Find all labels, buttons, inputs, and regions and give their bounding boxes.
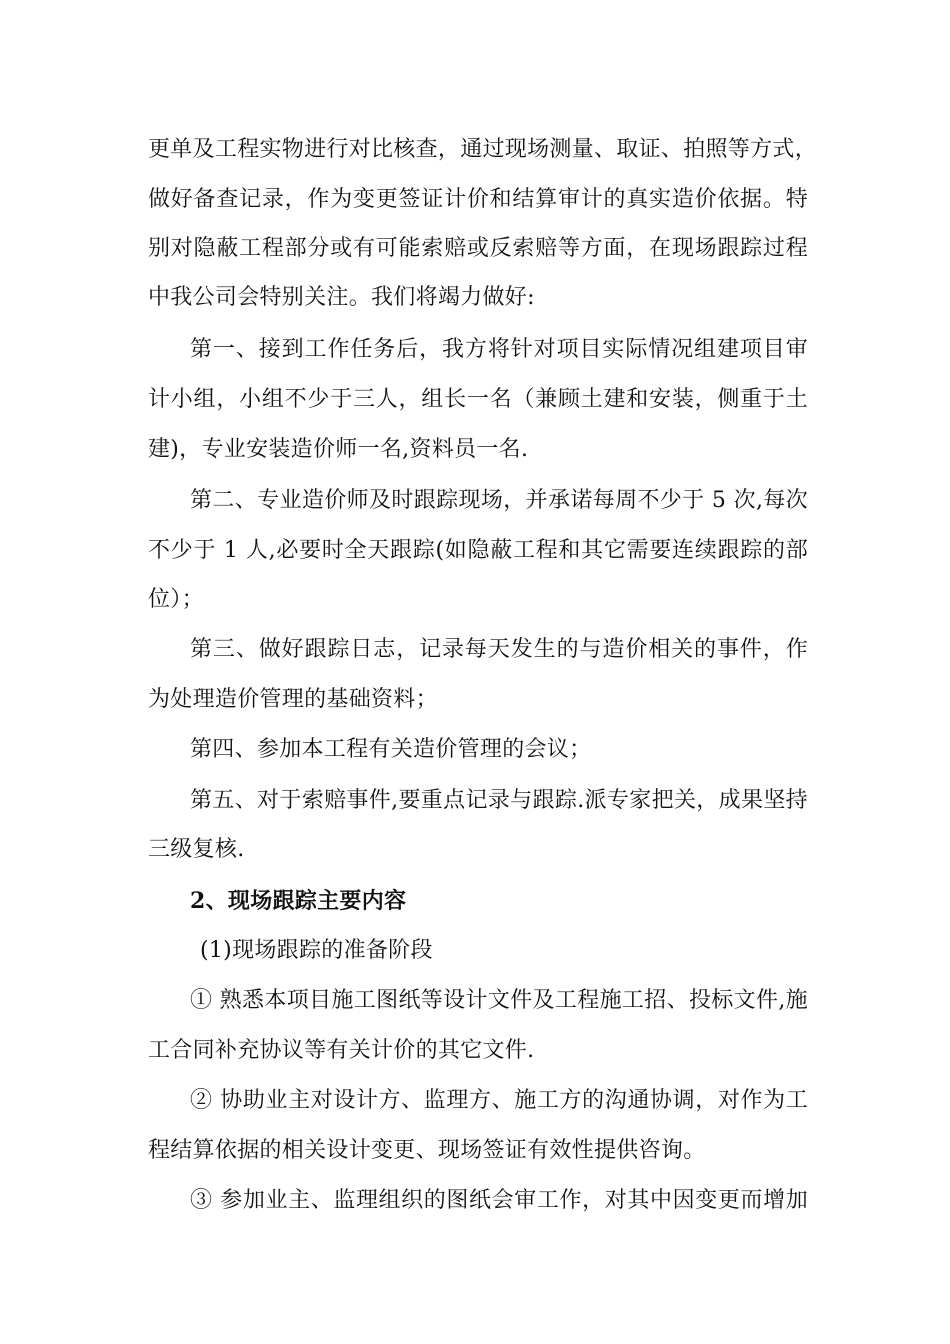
paragraph-line: 别对隐蔽工程部分或有可能索赔或反索赔等方面，在现场跟踪过程: [148, 236, 808, 261]
paragraph-line: 工合同补充协议等有关计价的其它文件.: [148, 1038, 535, 1063]
paragraph-line: 更单及工程实物进行对比核查，通过现场测量、取证、拍照等方式，: [148, 137, 818, 162]
paragraph-line: 计小组，小组不少于三人，组长一名（兼顾土建和安装，侧重于土: [148, 387, 808, 412]
subsection-heading: (1)现场跟踪的准备阶段: [200, 938, 433, 963]
paragraph-line: 第五、对于索赔事件,要重点记录与跟踪.派专家把关，成果坚持: [190, 788, 808, 813]
section-heading: 2、现场跟踪主要内容: [190, 888, 407, 914]
paragraph-line: 位）；: [148, 587, 204, 612]
paragraph-line: 建)，专业安装造价师一名,资料员一名.: [148, 437, 529, 462]
paragraph-line: 为处理造价管理的基础资料；: [148, 687, 438, 712]
paragraph-line: 做好备查记录，作为变更签证计价和结算审计的真实造价依据。特: [148, 187, 808, 212]
paragraph-line: 中我公司会特别关注。我们将竭力做好:: [148, 285, 535, 310]
paragraph-line: 第二、专业造价师及时跟踪现场，并承诺每周不少于 5 次,每次: [190, 488, 808, 513]
paragraph-line: 不少于 1 人,必要时全天跟踪(如隐蔽工程和其它需要连续跟踪的部: [148, 538, 808, 563]
paragraph-line: 三级复核.: [148, 837, 245, 862]
paragraph-line: 第四、参加本工程有关造价管理的会议；: [190, 737, 592, 762]
paragraph-line: 程结算依据的相关设计变更、现场签证有效性提供咨询。: [148, 1138, 706, 1163]
paragraph-line: ② 协助业主对设计方、监理方、施工方的沟通协调，对作为工: [190, 1088, 808, 1113]
paragraph-line: ① 熟悉本项目施工图纸等设计文件及工程施工招、投标文件,施: [190, 988, 808, 1013]
paragraph-line: 第三、做好跟踪日志，记录每天发生的与造价相关的事件，作: [190, 637, 808, 662]
paragraph-line: ③ 参加业主、监理组织的图纸会审工作，对其中因变更而增加: [190, 1188, 808, 1213]
paragraph-line: 第一、接到工作任务后，我方将针对项目实际情况组建项目审: [190, 337, 808, 362]
